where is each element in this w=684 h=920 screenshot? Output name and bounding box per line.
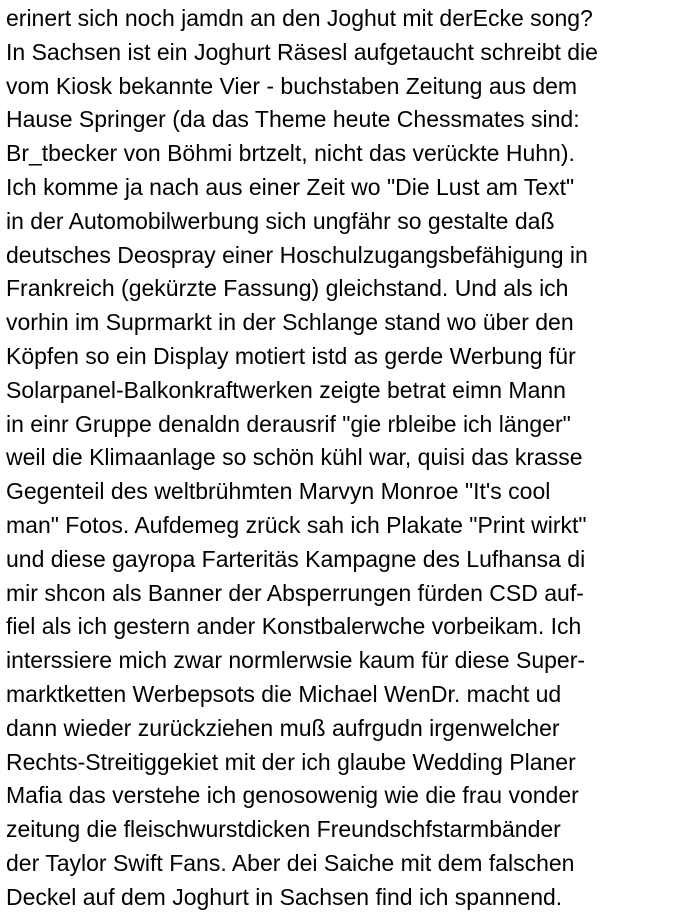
text-line: mir shcon als Banner der Absperrungen fürden CSD auf- [6, 579, 584, 606]
text-line: zeitung die fleischwurstdicken Freundschfstarmbänder [6, 816, 561, 843]
text-line: Ich komme ja nach aus einer Zeit wo "Die Lust am Text" [6, 173, 575, 200]
text-line: Mafia das verstehe ich genosowenig wie die frau vonder [6, 782, 579, 809]
text-line: Hause Springer (da das Theme heute Chessmates sind: [6, 106, 580, 133]
text-line: fiel als ich gestern ander Konstbalerwche vorbeikam. Ich [6, 613, 582, 640]
text-line: vom Kiosk bekannte Vier - buchstaben Zeitung aus dem [6, 72, 578, 99]
text-line: Br_tbecker von Böhmi brtzelt, nicht das verückte Huhn). [6, 140, 575, 167]
text-line: dann wieder zurückziehen muß aufrgudn irgenwelcher [6, 714, 560, 741]
text-line: Rechts-Streitiggekiet mit der ich glaube Wedding Planer [6, 748, 576, 775]
text-line: Frankreich (gekürzte Fassung) gleichstand. Und als ich [6, 275, 569, 302]
text-line: der Taylor Swift Fans. Aber dei Saiche mit dem falschen [6, 849, 575, 876]
text-line: Deckel auf dem Joghurt in Sachsen find ich spannend. [6, 883, 563, 910]
text-line: und diese gayropa Farteritäs Kampagne des Lufhansa di [6, 545, 586, 572]
text-line: interssiere mich zwar normlerwsie kaum für diese Super- [6, 647, 586, 674]
text-paragraph [6, 2, 682, 915]
text-line: Solarpanel-Balkonkraftwerken zeigte betrat eimn Mann [6, 376, 566, 403]
text-line: weil die Klimaanlage so schön kühl war, quisi das krasse [6, 444, 583, 471]
text-line: vorhin im Suprmarkt in der Schlange stand wo über den [6, 309, 574, 336]
text-line: in einr Gruppe denaldn derausrif "gie rbleibe ich länger" [6, 410, 571, 437]
text-line: Köpfen so ein Display motiert istd as gerde Werbung für [6, 342, 576, 369]
text-line: in der Automobilwerbung sich ungfähr so gestalte daß [6, 207, 555, 234]
text-line: deutsches Deospray einer Hoschulzugangsbefähigung in [6, 241, 588, 268]
text-line: marktketten Werbepsots die Michael WenDr. macht ud [6, 680, 562, 707]
text-line: In Sachsen ist ein Joghurt Räsesl aufgetaucht schreibt die [6, 38, 598, 65]
text-line: man" Fotos. Aufdemeg zrück sah ich Plakate "Print wirkt" [6, 511, 587, 538]
text-line: erinert sich noch jamdn an den Joghut mit derEcke song? [6, 5, 593, 31]
text-line: Gegenteil des weltbrühmten Marvyn Monroe "It's cool [6, 478, 551, 505]
